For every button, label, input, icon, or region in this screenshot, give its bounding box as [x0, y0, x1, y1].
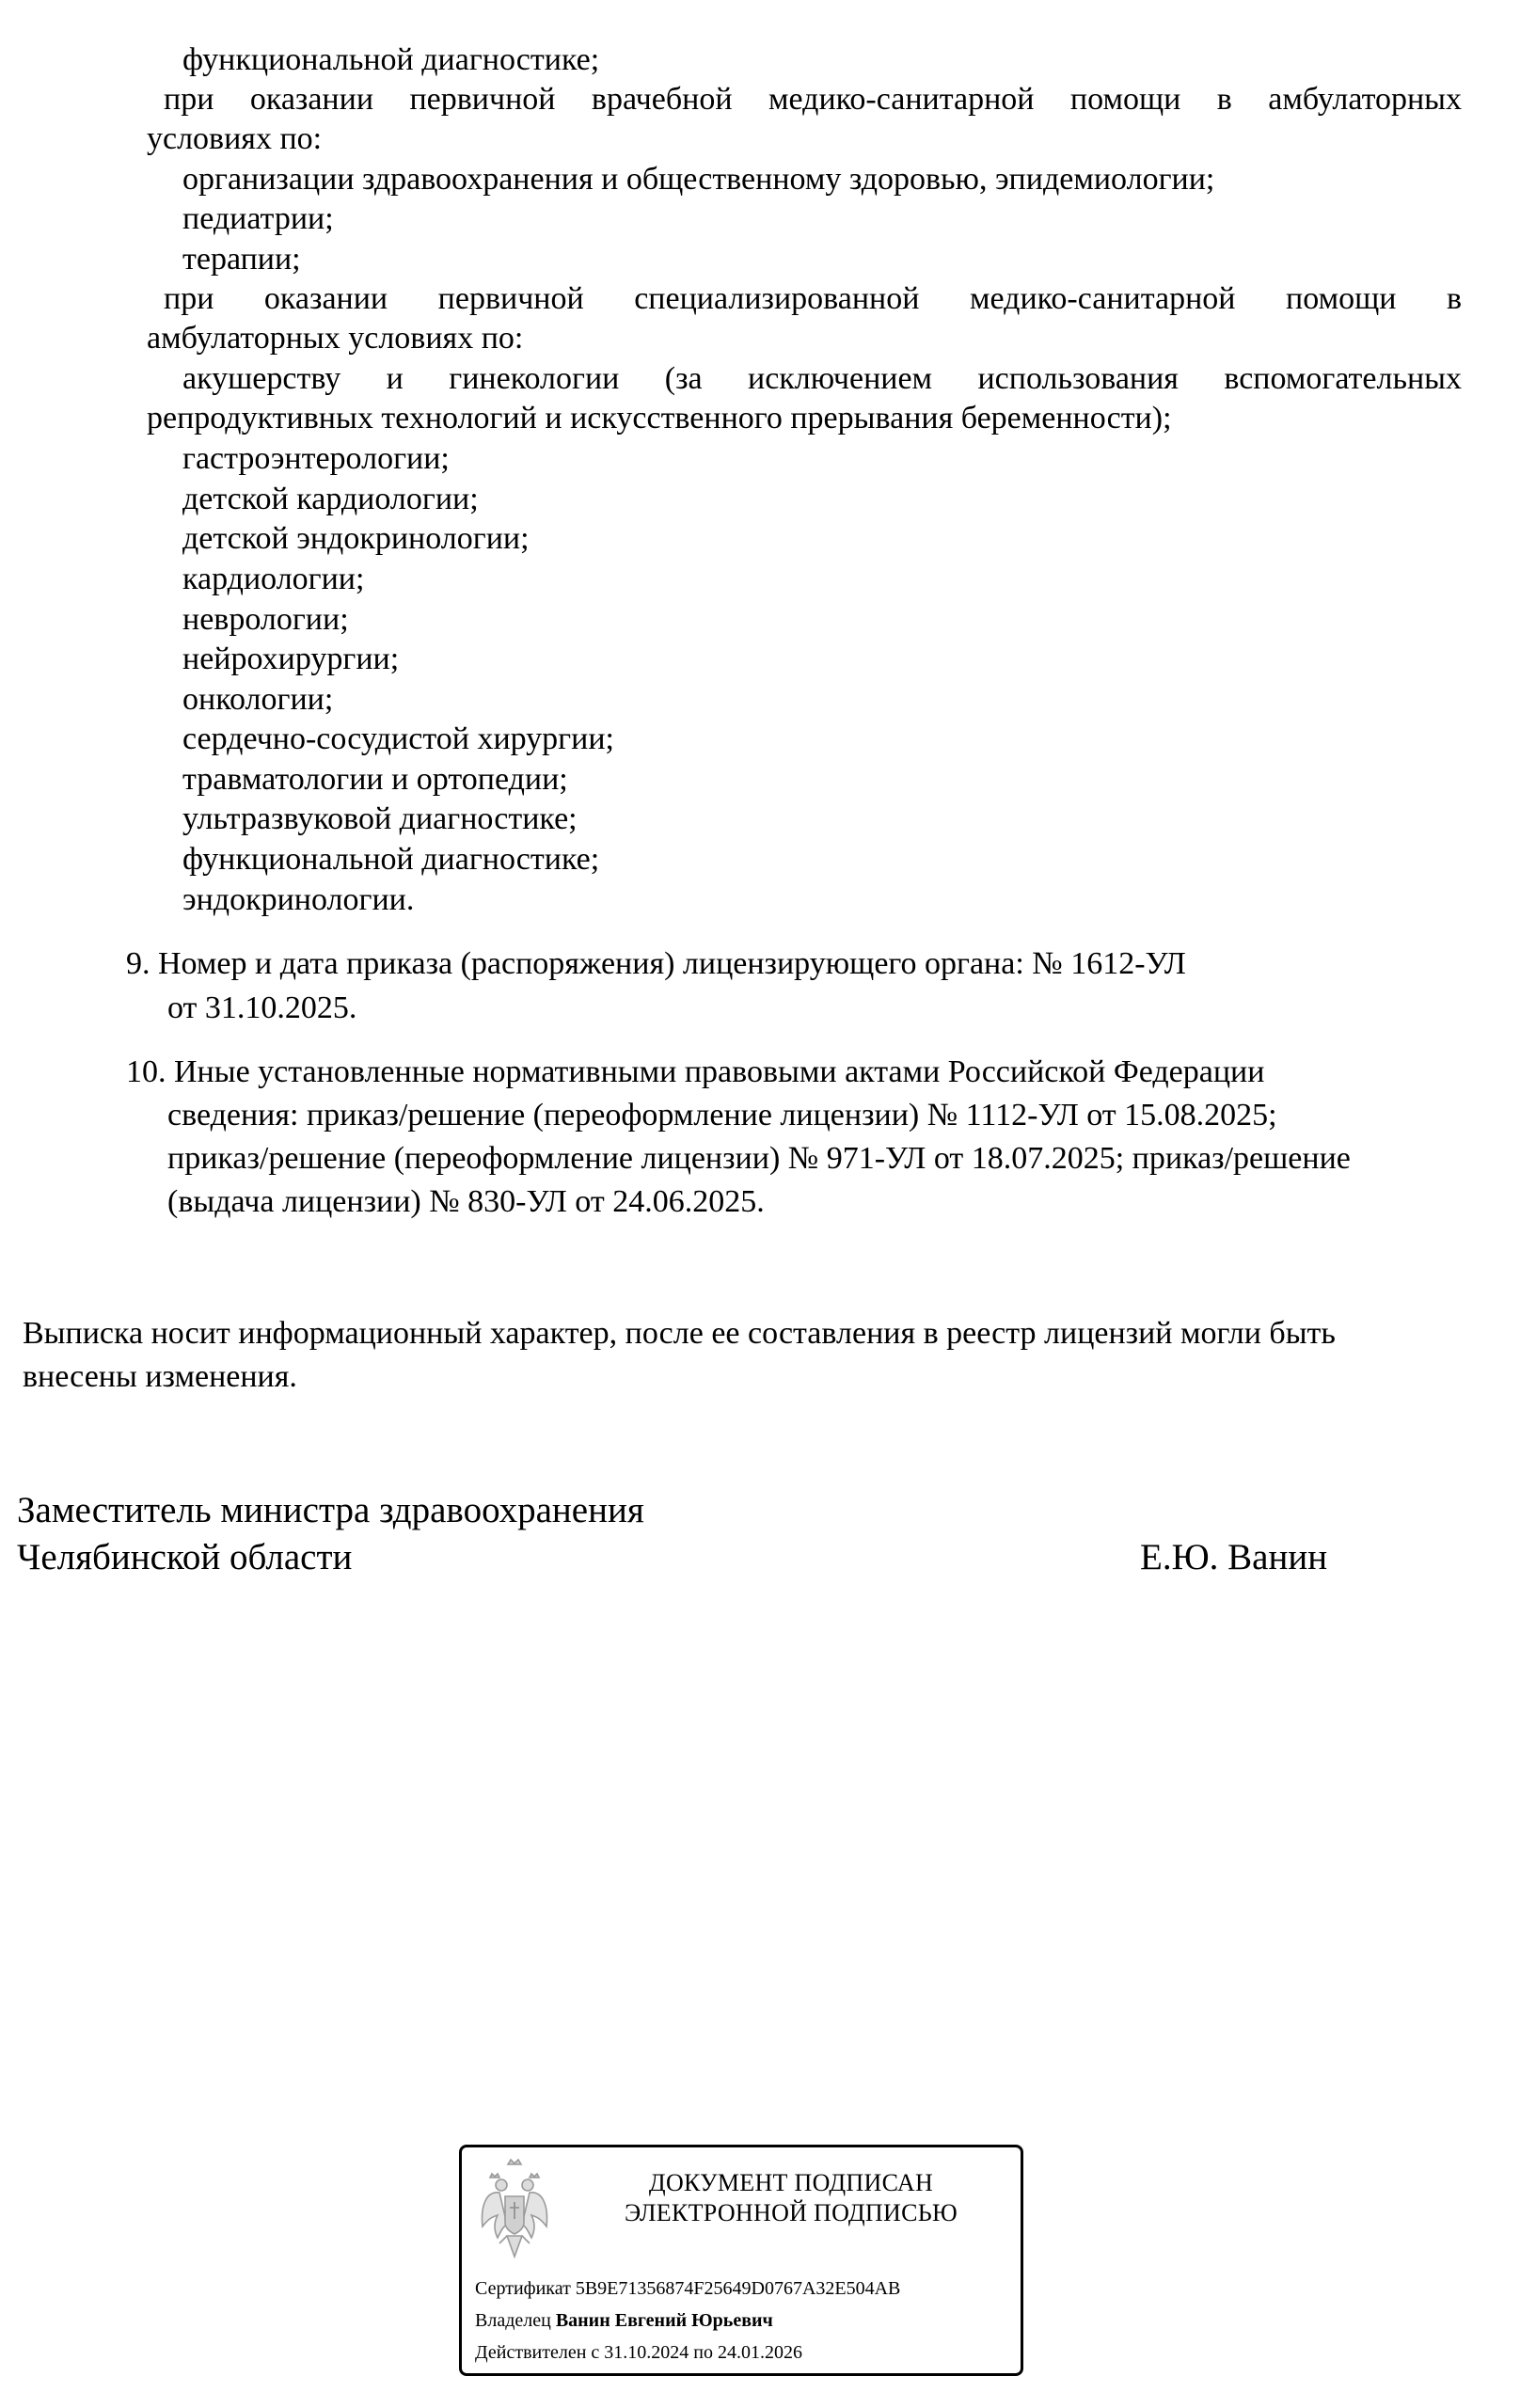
list-item: функциональной диагностике; [182, 42, 600, 77]
list-item: эндокринологии. [182, 882, 415, 917]
section-intro-primary-doctor-cont: условиях по: [147, 121, 323, 156]
list-item: неврологии; [182, 602, 349, 637]
notice-line1: Выписка носит информационный характер, после ее составления в реестр лицензий могли быть [23, 1316, 1336, 1351]
e-signature-stamp [459, 2145, 1023, 2376]
stamp-owner: Владелец Ванин Евгений Юрьевич [475, 2310, 773, 2331]
list-item: функциональной диагностике; [182, 842, 600, 877]
item-10-line4: (выдача лицензии) № 830-УЛ от 24.06.2025. [167, 1184, 765, 1219]
list-item: детской эндокринологии; [182, 521, 530, 556]
item-10-line3: приказ/решение (переоформление лицензии) № 971-УЛ от 18.07.2025; приказ/решение [167, 1141, 1351, 1176]
signatory-position-line2: Челябинской области [17, 1537, 353, 1577]
list-item: терапии; [182, 242, 301, 277]
list-item: организации здравоохранения и общественному здоровью, эпидемиологии; [182, 162, 1215, 197]
list-item-obstetrics: акушерству и гинекологии (за исключением использования вспомогательных [182, 361, 1462, 396]
stamp-validity: Действителен с 31.10.2024 по 24.01.2026 [475, 2342, 802, 2363]
list-item: нейрохирургии; [182, 642, 400, 676]
list-item-obstetrics-cont: репродуктивных технологий и искусственного прерывания беременности); [147, 401, 1172, 436]
list-item: педиатрии; [182, 201, 334, 236]
section-intro-primary-doctor: при оказании первичной врачебной медико-санитарной помощи в амбулаторных [164, 82, 1463, 117]
notice-line2: внесены изменения. [23, 1359, 297, 1394]
item-10-line1: 10. Иные установленные нормативными правовыми актами Российской Федерации [126, 1054, 1265, 1089]
list-item: кардиологии; [182, 562, 365, 596]
list-item: сердечно-сосудистой хирургии; [182, 721, 614, 756]
item-9-line2: от 31.10.2025. [167, 990, 357, 1025]
stamp-header: ДОКУМЕНТ ПОДПИСАН ЭЛЕКТРОННОЙ ПОДПИСЬЮ [625, 2169, 958, 2226]
list-item: гастроэнтерологии; [182, 441, 450, 476]
item-9-line1: 9. Номер и дата приказа (распоряжения) лицензирующего органа: № 1612-УЛ [126, 946, 1186, 981]
section-intro-primary-special: при оказании первичной специализированной медико-санитарной помощи в [164, 281, 1463, 316]
item-10-line2: сведения: приказ/решение (переоформление лицензии) № 1112-УЛ от 15.08.2025; [167, 1098, 1277, 1133]
list-item: ультразвуковой диагностике; [182, 801, 578, 836]
signatory-name: Е.Ю. Ванин [1140, 1537, 1328, 1577]
section-intro-primary-special-cont: амбулаторных условиях по: [147, 321, 524, 356]
signatory-position-line1: Заместитель министра здравоохранения [17, 1490, 644, 1530]
russian-coat-of-arms-icon [479, 2157, 550, 2266]
list-item: детской кардиологии; [182, 482, 479, 516]
list-item: травматологии и ортопедии; [182, 762, 568, 797]
stamp-certificate: Сертификат 5B9E71356874F25649D0767A32E504AB [475, 2278, 901, 2299]
list-item: онкологии; [182, 682, 334, 717]
